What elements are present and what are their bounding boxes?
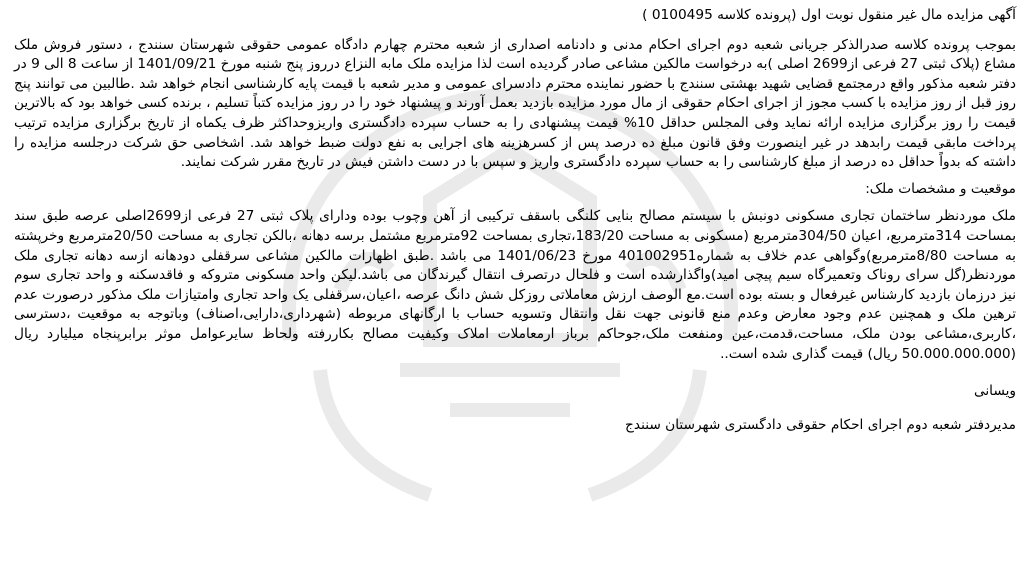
- auction-terms-paragraph: بموجب پرونده کلاسه صدرالذکر جریانی شعبه دوم اجرای احکام مدنی و دادنامه اصداری از شعبه محترم چهارم دادگاه عمومی حقوقی شهرستان سنندج ، دستور فروش ملک مشاع (پلاک ثبتی 27 فرعی از2699 اصلی )به درخواست مالکین مشاعی صادر گردیده است لذا مزایده ملک مابه النزاع درروز پنج شنبه مورخ 1401/09/21 از ساعت 8 الی 9 در دفتر شعبه مذکور واقع درمجتمع قضایی شهید بهشتی سنندج با حضور نماینده محترم دادسرای عمومی و مدیر شعبه با قیمت پایه کارشناسی انجام خواهد شد .طالبین می توانند پنج روز قبل از روز مزایده با کسب مجوز از اجرای احکام حقوقی از مال مورد مزایده بازدید بعمل آورند و پیشنهاد خود را در روز مزایده کتباً تسلیم ، برنده کسی خواهد بود که بالاترین قیمت را روز برگزاری مزایده ارائه نماید وفی المجلس حداقل 10% قیمت پیشنهادی را به حساب سپرده دادگستری واریزوحداکثر ظرف یکماه از تاریخ برگزاری مزایده ترتیب پرداخت مابقی قیمت رابدهد در غیر اینصورت وفق قانون مبلغ ده درصد پس از کسرهزینه های اجرایی به نفع دولت ضبط خواهد شد. اشخاصی حق شرکت درجلسه مزایده را داشته که بدواً حداقل ده درصد از مبلغ کارشناسی را به حساب سپرده دادگستری واریز و سپس با در دست داشتن فیش در تاریخ مقرر شرکت نمایند.: [14, 36, 1016, 171]
- signature-line: مدیردفتر شعبه دوم اجرای احکام حقوقی دادگستری شهرستان سنندج: [625, 416, 1016, 433]
- signoff-name: ویسانی: [973, 383, 1016, 400]
- property-description-paragraph: ملک موردنظر ساختمان تجاری مسکونی دونبش با سیستم مصالح بنایی کلنگی باسقف ترکیبی از آهن وچوب بوده ودارای پلاک ثبتی 27 فرعی از2699اصلی عرصه طبق سند بمساحت 314مترمربع، اعیان 304/50مترمربع (مسکونی به مساحت 183/20،تجاری بمساحت 92مترمربع مشتمل برسه دهانه ،بالکن تجاری به مساحت 20/50مترمربع وخرپشته به مساحت 8/80مترمربع)وگواهی عدم خلاف به شماره401002951 مورخ 1401/06/23 می باشد .طبق اظهارات مالکین مشاعی سرقفلی دودهانه ازسه دهانه تجاری ملک موردنظر(گل سرای روناک وتعمیرگاه سیم پیچی امید)واگذارشده است و فلحال درتصرف انتقال گیرندگان می باشد.لیکن واحد مسکونی متروکه و فاقدسکنه و واحد تجاری سوم نیز درزمان بازدید کارشناس غیرفعال و بسته بوده است.مع الوصف ارزش معاملاتی روزکل شش دانگ عرصه ،اعیان،سرقفلی یک واحد تجاری وامتیازات ملک مذکور درصورت عدم ترهین ملک و همچنین عدم وجود معارض وعدم منع قانونی جهت نقل وانتقال وتسویه حساب با ارگانهای مربوطه (شهرداری،دارایی،اصناف) وباتوجه به موقعیت ،دسترسی ،کاربری،مشاعی بودن ملک، مساحت،قدمت،عین ومنفعت ملک،جوحاکم برباز ارمعاملات املاک وکیفیت مصالح بکاررفته ولحاظ سایرعوامل موثر برابرپنجاه میلیارد ریال (50.000.000.000 ریال) قیمت گذاری شده است..: [14, 208, 1017, 362]
- notice-title: آگهی مزایده مال غیر منقول نوبت اول (پرونده کلاسه 0100495 ): [642, 7, 1016, 23]
- property-specs-heading: موقعیت و مشخصات ملک:: [865, 180, 1016, 197]
